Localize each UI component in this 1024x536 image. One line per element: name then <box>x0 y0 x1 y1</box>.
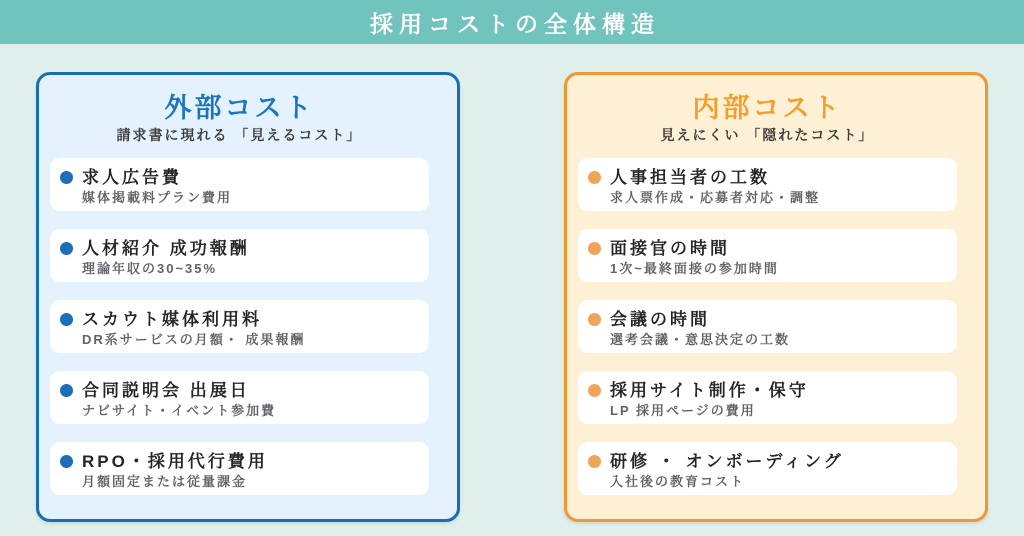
bullet-dot-icon <box>60 384 73 397</box>
cost-item-title-row <box>60 310 417 329</box>
cost-item-card <box>578 371 957 424</box>
internal-cost-list <box>578 158 957 495</box>
external-cost-title: 外部コスト <box>164 93 315 123</box>
bullet-dot-icon <box>60 242 73 255</box>
panels-container <box>0 44 1024 522</box>
bullet-dot-icon <box>588 384 601 397</box>
bullet-dot-icon <box>588 313 601 326</box>
cost-item-subtitle: 選考会議・意思決定の工数 <box>610 332 791 347</box>
cost-item-title-row <box>588 168 945 187</box>
cost-item-card <box>50 300 429 353</box>
cost-item-title-row <box>60 239 417 258</box>
external-cost-panel <box>36 72 460 522</box>
external-cost-subtitle: 請求書に現れる 「見えるコスト」 <box>116 127 363 143</box>
bullet-dot-icon <box>60 455 73 468</box>
bullet-dot-icon <box>60 171 73 184</box>
cost-item-title: RPO・採用代行費用 <box>82 452 268 471</box>
title-bar <box>0 0 1024 44</box>
cost-item-title-row <box>588 310 945 329</box>
cost-item-card <box>50 371 429 424</box>
bullet-dot-icon <box>588 242 601 255</box>
cost-item-subtitle: 理論年収の30~35% <box>82 261 218 276</box>
cost-item-title: 面接官の時間 <box>610 239 730 258</box>
cost-item-title-row <box>60 452 417 471</box>
cost-item-subtitle: 求人票作成・応募者対応・調整 <box>610 190 821 205</box>
cost-item-title: 人事担当者の工数 <box>610 168 770 187</box>
cost-item-subtitle: LP 採用ページの費用 <box>610 403 756 418</box>
cost-item-title-row <box>588 452 945 471</box>
cost-item-title: スカウト媒体利用料 <box>82 310 262 329</box>
cost-item-title: 研修 ・ オンボーディング <box>610 452 844 471</box>
cost-item-card <box>578 442 957 495</box>
internal-cost-subtitle: 見えにくい 「隠れたコスト」 <box>660 127 875 143</box>
cost-item-card <box>578 229 957 282</box>
cost-item-subtitle: 月額固定または従量課金 <box>82 474 248 489</box>
cost-item-subtitle: 媒体掲載料プラン費用 <box>82 190 233 205</box>
cost-item-subtitle: ナビサイト・イベント参加費 <box>82 403 277 418</box>
cost-item-subtitle: 入社後の教育コスト <box>610 474 746 489</box>
cost-item-title: 人材紹介 成功報酬 <box>82 239 250 258</box>
cost-item-card <box>50 229 429 282</box>
cost-item-subtitle: DR系サービスの月額・ 成果報酬 <box>82 332 306 347</box>
cost-item-title-row <box>588 239 945 258</box>
internal-cost-panel <box>564 72 988 522</box>
cost-item-title: 採用サイト制作・保守 <box>610 381 809 400</box>
cost-item-card <box>578 158 957 211</box>
page-title: 採用コストの全体構造 <box>370 10 660 37</box>
cost-item-title: 合同説明会 出展日 <box>82 381 250 400</box>
cost-item-title-row <box>588 381 945 400</box>
cost-item-card <box>50 442 429 495</box>
cost-item-card <box>578 300 957 353</box>
bullet-dot-icon <box>588 171 601 184</box>
cost-item-title-row <box>60 381 417 400</box>
cost-item-subtitle: 1次~最終面接の参加時間 <box>610 261 779 276</box>
internal-cost-title: 内部コスト <box>692 93 843 123</box>
cost-item-title: 求人広告費 <box>82 168 182 187</box>
bullet-dot-icon <box>60 313 73 326</box>
bullet-dot-icon <box>588 455 601 468</box>
cost-item-title: 会議の時間 <box>610 310 710 329</box>
cost-item-title-row <box>60 168 417 187</box>
cost-item-card <box>50 158 429 211</box>
external-cost-list <box>50 158 429 495</box>
